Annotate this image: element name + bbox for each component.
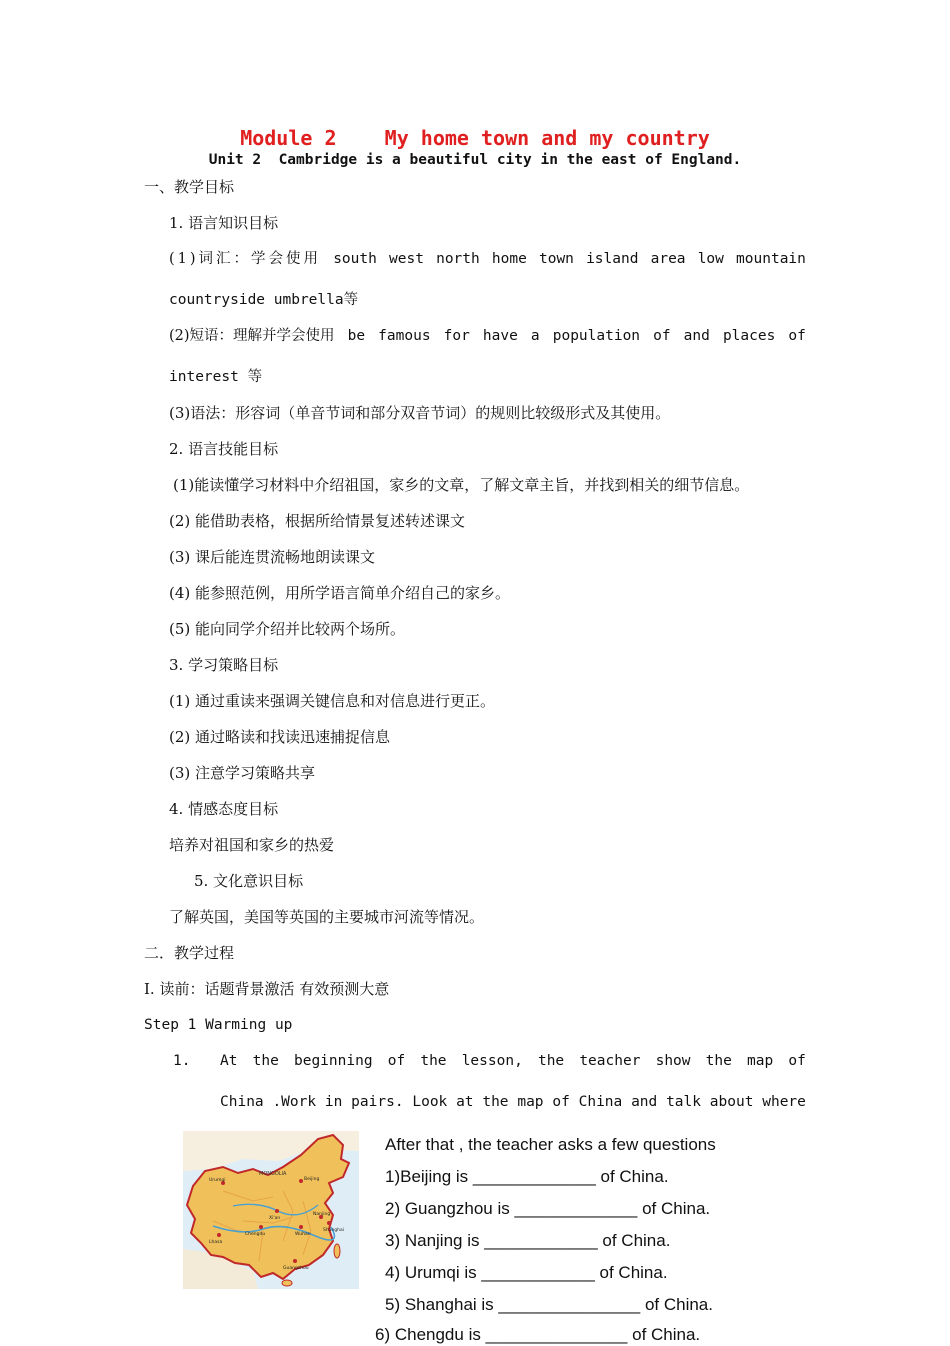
word: the [482,1094,509,1110]
word: the [420,1053,447,1069]
word: at [456,1094,474,1110]
question-item: 5) Shanghai is _______________ of China. [385,1295,713,1314]
questions-intro: After that , the teacher asks a few questions [385,1135,716,1154]
map-label: Beijing [304,1177,320,1182]
map-label: Wuhan [295,1232,311,1237]
word: At [220,1053,238,1069]
phrase-prefix: (2)短语：理解并学会使用 [169,328,335,344]
part-heading: I. 读前：话题背景激活 有效预测大意 [144,980,390,998]
goal-heading-skills: 2. 语言技能目标 [169,440,279,458]
word: map [517,1094,544,1110]
skill-item: (2) 能借助表格，根据所给情景复述转述课文 [169,512,466,530]
phrase-word: for [443,328,470,344]
page-subtitle: Unit 2 Cambridge is a beautiful city in the east of England. [208,152,742,168]
vocab-word: mountain [736,251,806,267]
phrase-word: a [530,328,540,344]
map-label: Nanjing [313,1212,331,1217]
grammar-goal: (3)语法：形容词（单音节词和部分双音节词）的规则比较级形式及其使用。 [169,404,671,422]
page-title: Module 2 My home town and my country [240,126,710,150]
phrase-line [169,326,806,346]
map-label: Chengdu [245,1232,266,1237]
goal-heading-knowledge: 1. 语言知识目标 [169,214,279,232]
question-item: 1)Beijing is _____________ of China. [385,1167,669,1186]
vocab-word: west [389,251,424,267]
word: the [705,1053,732,1069]
vocab-word: island [586,251,639,267]
map-label: Urumqi [209,1178,226,1183]
word: talk [666,1094,701,1110]
phrase-word: have [482,328,518,344]
phrase-word: population [552,328,641,344]
step-heading: Step 1 Warming up [144,1017,293,1033]
vocab-word: home [491,251,527,267]
word: teacher [579,1053,641,1069]
word: of [387,1053,406,1069]
question-item: 3) Nanjing is ____________ of China. [385,1231,671,1250]
section-heading-process: 二．教学过程 [144,944,235,962]
item1-line2 [220,1092,806,1112]
culture-text: 了解英国，美国等英国的主要城市河流等情况。 [169,908,485,926]
skill-item: (5) 能向同学介绍并比较两个场所。 [169,620,406,638]
question-item: 6) Chengdu is _______________ of China. [375,1325,701,1344]
attitude-text: 培养对祖国和家乡的热爱 [169,836,335,854]
word: of [552,1094,570,1110]
word: of [788,1053,806,1069]
word: Look [412,1094,448,1110]
strategy-item: (2) 通过略读和找读迅速捕捉信息 [169,728,391,746]
strategy-item: (1) 通过重读来强调关键信息和对信息进行更正。 [169,692,496,710]
word: the [252,1053,279,1069]
word: China [220,1094,264,1110]
phrase-word: of [653,328,671,344]
word: .Work [272,1094,317,1110]
goal-heading-strategy: 3. 学习策略目标 [169,656,279,674]
map-label: Lhasa [209,1240,223,1245]
vocab-line [169,249,806,269]
word: China [578,1094,623,1110]
question-item: 2) Guangzhou is _____________ of China. [385,1199,711,1218]
word: show [655,1053,691,1069]
phrase-word: places [722,328,776,344]
word: map [747,1053,774,1069]
word: where [762,1094,806,1110]
map-label: Xi'an [269,1216,281,1221]
section-heading-goals: 一、教学目标 [144,178,235,196]
question-item: 4) Urumqi is ____________ of China. [385,1263,668,1282]
skill-item: (4) 能参照范例，用所学语言简单介绍自己的家乡。 [169,584,511,602]
goal-heading-culture: 5. 文化意识目标 [194,872,304,890]
word: beginning [293,1053,373,1069]
word: in [324,1094,343,1110]
vocab-word: north [436,251,480,267]
phrase-word: famous [378,328,431,344]
word: pairs. [351,1094,404,1110]
china-map-graphic [183,1131,359,1289]
vocab-continuation: countryside umbrella等 [169,292,359,308]
word: and [631,1094,658,1110]
item1-line1 [220,1051,806,1071]
word: the [537,1053,565,1069]
skill-item: (3) 课后能连贯流畅地朗读课文 [169,548,376,566]
phrase-word: and [683,328,710,344]
goal-heading-attitude: 4. 情感态度目标 [169,800,279,818]
vocab-word: town [538,251,574,267]
map-label: MONGOLIA [259,1171,287,1177]
strategy-item: (3) 注意学习策略共享 [169,764,316,782]
vocab-word: low [697,251,724,267]
vocab-prefix: (1)词汇：学会使用 [169,251,322,267]
word: about [709,1094,754,1110]
phrase-continuation: interest 等 [169,369,263,385]
map-label: Shanghai [323,1228,345,1233]
china-map-image [183,1131,359,1289]
vocab-word: area [650,251,686,267]
item-number: 1. [173,1053,191,1069]
word: lesson, [461,1053,523,1069]
skill-item: (1)能读懂学习材料中介绍祖国，家乡的文章，了解文章主旨，并找到相关的细节信息。 [173,476,750,494]
phrase-word: of [788,328,806,344]
vocab-word: south [333,251,377,267]
phrase-word: be [347,328,366,344]
map-label: Guangzhou [283,1266,309,1271]
